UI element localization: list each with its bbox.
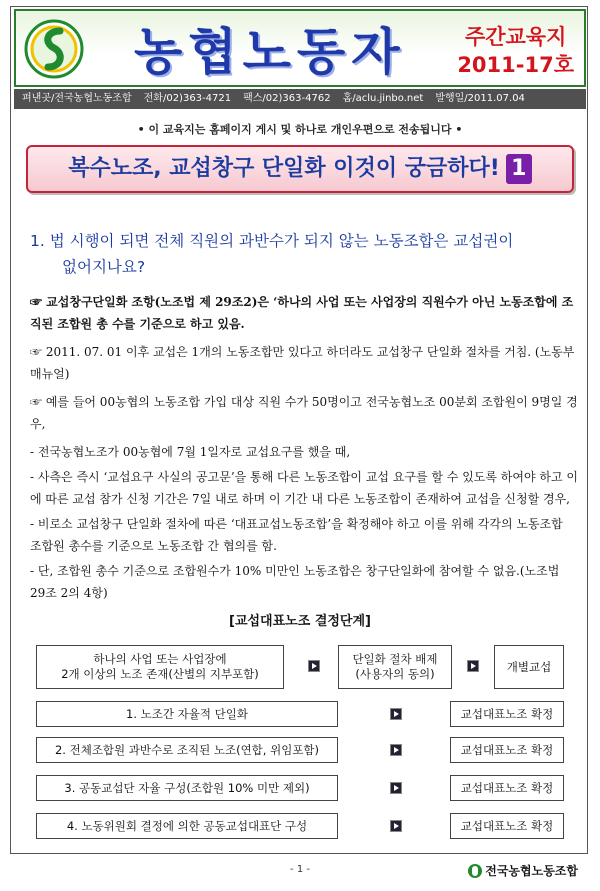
union-logo-icon	[24, 17, 84, 81]
fax: 팩스/02)363-4762	[243, 93, 331, 104]
answer-body	[30, 291, 578, 607]
homepage[interactable]: 홈/aclu.jinbo.net	[342, 93, 424, 104]
issue-number: 2011-17호	[457, 53, 574, 77]
step-2-box: 2. 전체조합원 과반수로 조직된 노조(연합, 위임포함)	[36, 737, 338, 763]
dash-item-4: - 단, 조합원 총수 기준으로 조합원수가 10% 미만인 노동조합은 창구단일화에 참여할 수 없음.(노조법 29조 2의 4항)	[30, 564, 560, 600]
paragraph-1: ☞ 교섭창구단일화 조항(노조법 제 29조2)은 ‘하나의 사업 또는 사업장의 직원수가 아닌 노동조합에 조직된 조합원 총 수를 기준으로 하고 있음.	[30, 295, 574, 331]
step-3-result: 교섭대표노조 확정	[450, 775, 564, 801]
step-3-box: 3. 공동교섭단 자율 구성(조합원 10% 미만 제외)	[36, 775, 338, 801]
dash-item-1: - 전국농협노조가 00농협에 7월 1일자로 교섭요구를 했을 때,	[30, 445, 351, 459]
page-number: - 1 -	[290, 864, 310, 875]
paragraph-3: ☞ 예를 들어 00농협의 노동조합 가입 대상 직원 수가 50명이고 전국농협노조 00분회 조합원이 9명일 경우,	[30, 395, 578, 431]
exclusion-box: 단일화 절차 배제 (사용자의 동의)	[338, 645, 452, 689]
footer-org	[468, 862, 578, 879]
arrow-right-icon	[390, 708, 402, 720]
question	[30, 228, 572, 280]
step-1-box: 1. 노조간 자율적 단일화	[36, 701, 338, 727]
footer-org-name: 전국농협노동조합	[485, 864, 578, 878]
issue-info	[457, 23, 574, 79]
masthead	[14, 9, 586, 87]
step-2-result: 교섭대표노조 확정	[450, 737, 564, 763]
headline-box	[26, 145, 574, 193]
arrow-right-icon	[467, 660, 479, 672]
dash-item-2: - 사측은 즉시 ‘교섭요구 사실의 공고문’을 통해 다른 노동조합이 교섭 요구를 할 수 있도록 하여야 하고 이에 따른 교섭 참가 신청 기간은 7일 내로 하며 이 기간 내 다른 노동조합이 존재하여 교섭을 신청할 경우,	[30, 470, 578, 506]
distribution-notice: • 이 교육지는 홈페이지 게시 및 하나로 개인우편으로 전송됩니다 •	[137, 123, 463, 136]
org-logo-icon	[468, 864, 482, 878]
publish-date: 발행일/2011.07.04	[435, 93, 525, 104]
diagram-start-box: 하나의 사업 또는 사업장에 2개 이상의 노조 존재(산별의 지부포함)	[36, 645, 284, 689]
headline-text: 복수노조, 교섭창구 단일화 이것이 궁금하다!	[68, 156, 500, 181]
question-line-2: 없어지나요?	[62, 258, 146, 276]
step-4-result: 교섭대표노조 확정	[450, 813, 564, 839]
diagram-title: [교섭대표노조 결정단계]	[229, 614, 371, 629]
publisher: 펴낸곳/전국농협노동조합	[22, 93, 132, 104]
publisher-info-bar	[14, 89, 586, 109]
step-4-box: 4. 노동위원회 결정에 의한 공동교섭대표단 구성	[36, 813, 338, 839]
headline-number-badge: 1	[506, 154, 532, 184]
phone: 전화/02)363-4721	[143, 93, 232, 104]
paragraph-2: ☞ 2011. 07. 01 이후 교섭은 1개의 노동조합만 있다고 하더라도 교섭창구 단일화 절차를 거침. (노동부 매뉴얼)	[30, 345, 575, 381]
newsletter-title: 농협노동자	[134, 23, 406, 81]
issue-type: 주간교육지	[464, 25, 567, 49]
arrow-right-icon	[390, 820, 402, 832]
question-line-1: 1. 법 시행이 되면 전체 직원의 과반수가 되지 않는 노동조합은 교섭권이	[30, 232, 514, 250]
arrow-right-icon	[390, 782, 402, 794]
individual-bargaining-box: 개별교섭	[494, 645, 564, 689]
arrow-right-icon	[308, 660, 320, 672]
dash-item-3: - 비로소 교섭창구 단일화 절차에 따른 ‘대표교섭노동조합’을 확정해야 하고 이를 위해 각각의 노동조합 조합원 총수를 기준으로 노동조합 간 협의를 함.	[30, 517, 563, 553]
step-1-result: 교섭대표노조 확정	[450, 701, 564, 727]
arrow-right-icon	[390, 744, 402, 756]
